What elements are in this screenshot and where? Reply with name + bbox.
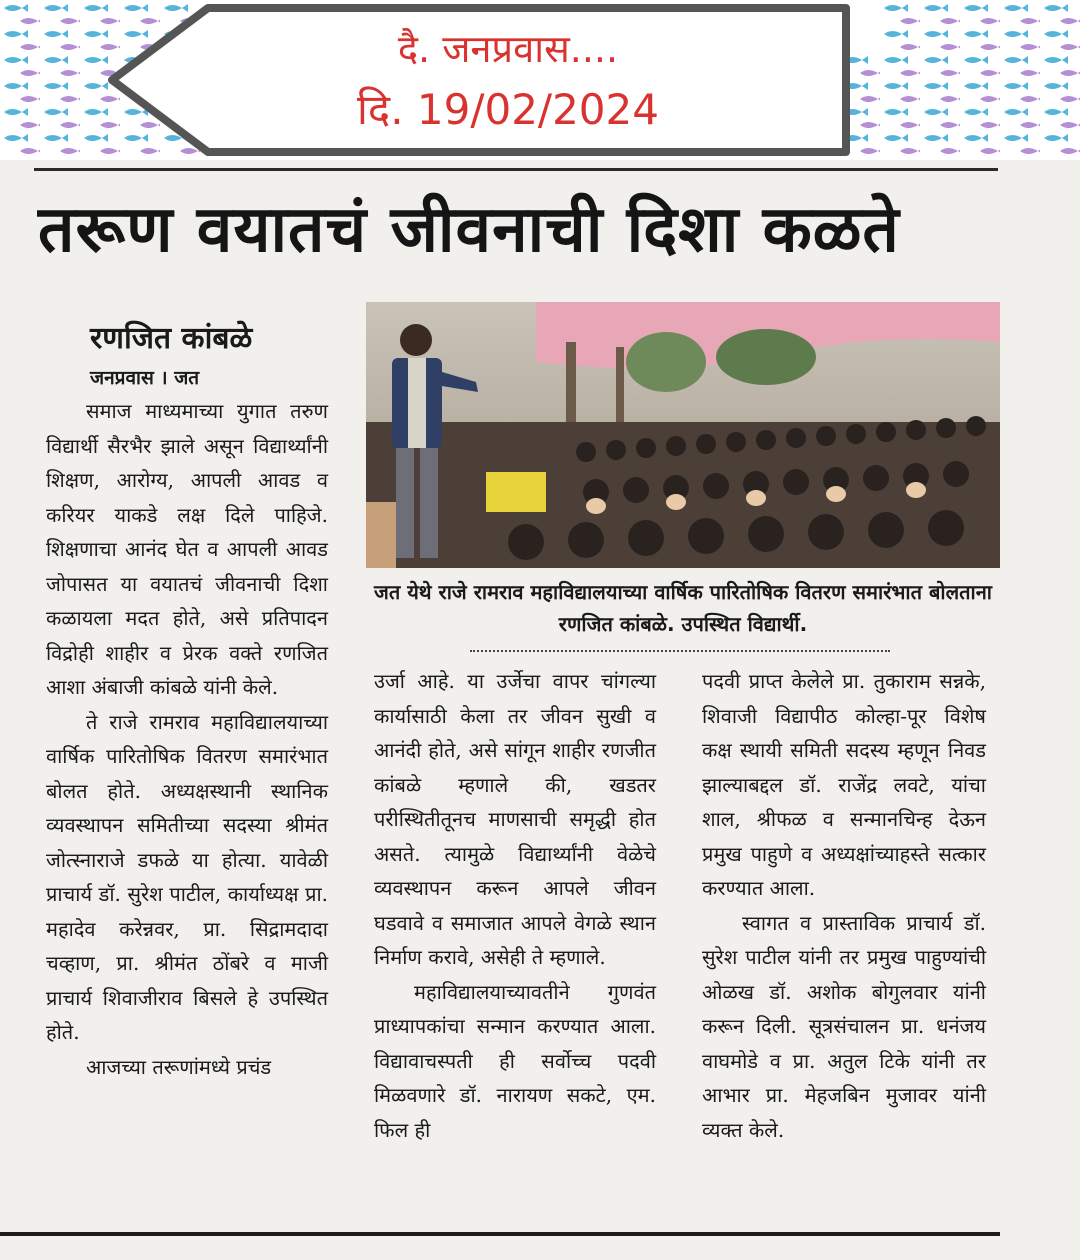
headline: तरूण वयातचं जीवनाची दिशा कळते bbox=[38, 193, 900, 267]
paragraph: समाज माध्यमाच्या युगात तरुण विद्यार्थी सैरभैर झाले असून विद्यार्थ्यांनी शिक्षण, आरोग्य, आपली आवड व करियर याकडे लक्ष दिले पाहिजे. शिक्षणाचा आनंद घेत व आपली आवड जोपासत या वयातचं जीवनाची दिशा कळायला मदत होते, असे प्रतिपादन विद्रोही शाहीर व प्रेरक वक्ते रणजित आशा अंबाजी कांबळे यांनी केले. bbox=[46, 399, 328, 699]
dateline: जनप्रवास । जत bbox=[90, 367, 200, 389]
paragraph: उर्जा आहे. या उर्जेचा वापर चांगल्या कार्यासाठी केला तर जीवन सुखी व आनंदी होते, असे सांगून शाहीर रणजीत कांबळे म्हणाले की, खडतर परीस्थितीतूनच माणसाची समृद्धी होत असते. त्यामुळे विद्यार्थ्यांनी वेळेचे व्यवस्थापन करून आपले जीवन घडवावे व समाजात आपले वेगळे स्थान निर्माण करावे, असेही ते म्हणाले. bbox=[374, 669, 656, 969]
top-rule bbox=[34, 168, 998, 171]
photo-caption: जत येथे राजे रामराव महाविद्यालयाच्या वार्षिक पारितोषिक वितरण समारंभात बोलताना रणजित कांबळे. उपस्थित विद्यार्थी. bbox=[374, 580, 992, 636]
paragraph: स्वागत व प्रास्ताविक प्राचार्य डॉ. सुरेश पाटील यांनी तर प्रमुख पाहुण्यांची ओळख डॉ. अशोक बोगुलवार यांनी करून दिली. सूत्रसंचालन प्रा. धनंजय वाघमोडे व प्रा. अतुल टिके यांनी तर आभार प्रा. मेहजबिन मुजावर यांनी व्यक्त केले. bbox=[702, 910, 986, 1142]
bottom-rule bbox=[0, 1232, 1000, 1236]
publication-name: दै. जनप्रवास.... bbox=[397, 27, 619, 71]
news-photo bbox=[366, 302, 1000, 568]
byline: रणजित कांबळे bbox=[90, 321, 253, 356]
date-callout bbox=[108, 4, 850, 164]
publication-date: दि. 19/02/2024 bbox=[357, 85, 659, 134]
event-photo-illustration bbox=[366, 302, 1000, 568]
article-column-2 bbox=[374, 664, 656, 1147]
paragraph: आजच्या तरूणांमध्ये प्रचंड bbox=[86, 1054, 272, 1079]
article-column-1 bbox=[46, 394, 328, 1084]
caption-divider bbox=[470, 650, 890, 652]
paragraph: ते राजे रामराव महाविद्यालयाच्या वार्षिक पारितोषिक वितरण समारंभात बोलत होते. अध्यक्षस्थानी स्थानिक व्यवस्थापन समितीच्या सदस्या श्रीमंत जोत्स्नाराजे डफळे या होत्या. यावेळी प्राचार्य डॉ. सुरेश पाटील, कार्याध्यक्ष प्रा. महादेव करेन्नवर, प्रा. सिद्रामदादा चव्हाण, प्रा. श्रीमंत ठोंबरे व माजी प्राचार्य शिवाजीराव बिसले हे उपस्थित होते. bbox=[46, 709, 328, 1044]
paragraph: पदवी प्राप्त केलेले प्रा. तुकाराम सन्नके, शिवाजी विद्यापीठ कोल्हा-पूर विशेष कक्ष स्थायी समिती सदस्य म्हणून निवड झाल्याबद्दल डॉ. राजेंद्र लवटे, यांचा शाल, श्रीफळ व सन्मानचिन्ह देऊन प्रमुख पाहुणे व अध्यक्षांच्याहस्ते सत्कार करण्यात आला. bbox=[702, 669, 986, 900]
paragraph: महाविद्यालयाच्यावतीने गुणवंत प्राध्यापकांचा सन्मान करण्यात आला. विद्यावाचस्पती ही सर्वोच्च पदवी मिळवणारे डॉ. नारायण सकटे, एम. फिल ही bbox=[374, 979, 656, 1142]
article-column-3 bbox=[702, 664, 986, 1147]
